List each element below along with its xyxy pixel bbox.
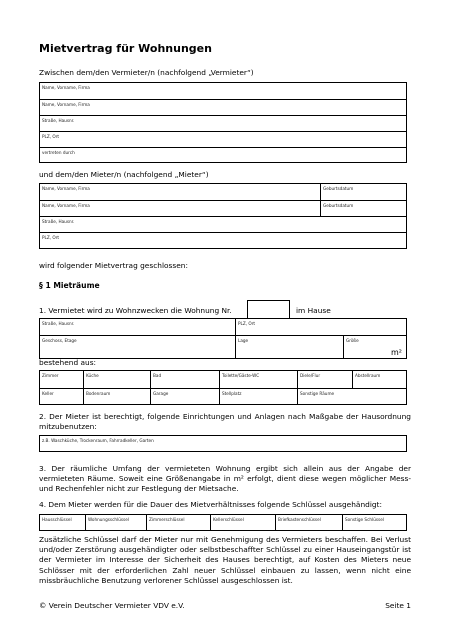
landlord-field-name-1[interactable]: Name, Vorname, Firma — [42, 85, 90, 90]
landlord-intro: Zwischen dem/den Vermieter/n (nachfolgend „Vermieter“) — [39, 68, 254, 77]
landlord-field-representative[interactable]: vertreten durch — [40, 147, 406, 163]
footer-page-number: Seite 1 — [385, 601, 411, 610]
address-table — [39, 318, 407, 359]
item-1-prefix: 1. Vermietet wird zu Wohnzwecken die Wohnung Nr. — [39, 306, 232, 315]
property-field-location[interactable]: Lage — [235, 336, 343, 359]
apartment-number-input[interactable] — [247, 300, 290, 319]
tenant-field-name-2[interactable]: Name, Vorname, Firma — [42, 203, 90, 208]
landlord-field-street[interactable]: Straße, Hausnr. — [40, 115, 406, 131]
room-field-garage[interactable]: Garage — [150, 389, 219, 405]
landlord-table — [39, 82, 407, 163]
tenant-field-dob-2[interactable]: Geburtsdatum — [320, 201, 406, 216]
item-2-text: 2. Der Mieter ist berechtigt, folgende Einrichtungen und Anlagen nach Maßgabe der Hausordnung mitzubenutzen: — [39, 412, 411, 432]
keys-table — [39, 514, 407, 531]
room-field-parking[interactable]: Stellplatz — [219, 389, 297, 405]
landlord-field-name-2[interactable]: Name, Vorname, Firma — [40, 99, 406, 115]
shared-facilities-input[interactable]: z.B. Waschküche, Trockenraum, Fahrradkeller, Garten — [39, 435, 407, 452]
size-unit: m² — [391, 348, 402, 357]
room-field-storage[interactable]: Abstellraum — [352, 371, 406, 388]
key-field-cellar[interactable]: Kellerschlüssel — [210, 515, 275, 530]
consisting-of-label: bestehend aus: — [39, 358, 97, 367]
property-field-street[interactable]: Straße, Hausnr. — [42, 321, 75, 326]
landlord-field-city[interactable]: PLZ, Ort — [40, 131, 406, 147]
room-field-bath[interactable]: Bad — [150, 371, 219, 388]
key-field-other[interactable]: Sonstige Schlüssel — [342, 515, 406, 530]
tenant-field-city[interactable]: PLZ, Ort — [40, 232, 406, 249]
room-field-rooms[interactable]: Zimmer — [42, 373, 59, 378]
rooms-table — [39, 370, 407, 405]
tenant-field-street[interactable]: Straße, Hausnr. — [40, 216, 406, 232]
property-field-floor[interactable]: Geschoss, Etage — [42, 338, 77, 343]
key-field-mailbox[interactable]: Briefkastenschlüssel — [275, 515, 342, 530]
item-4-text: 4. Dem Mieter werden für die Dauer des Mietverhältnisses folgende Schlüssel ausgehändigt: — [39, 500, 382, 509]
room-field-cellar[interactable]: Keller — [42, 391, 54, 396]
room-field-other[interactable]: Sonstige Räume — [297, 389, 406, 405]
tenant-field-name-1[interactable]: Name, Vorname, Firma — [42, 186, 90, 191]
tenant-table — [39, 183, 407, 249]
tenant-field-dob-1[interactable]: Geburtsdatum — [320, 184, 406, 200]
item-1-suffix: im Hause — [296, 306, 331, 315]
room-field-kitchen[interactable]: Küche — [83, 371, 150, 388]
room-field-toilet[interactable]: Toilette/Gäste-WC — [219, 371, 297, 388]
key-field-apartment[interactable]: Wohnungsschlüssel — [85, 515, 146, 530]
property-field-size[interactable]: Größe m² — [343, 336, 406, 359]
key-field-house[interactable]: Hausschlüssel — [42, 517, 72, 522]
room-field-attic[interactable]: Bodenraum — [83, 389, 150, 405]
section-1-title: § 1 Mieträume — [39, 281, 100, 290]
tenant-intro: und dem/den Mieter/n (nachfolgend „Mieter“) — [39, 170, 209, 179]
keys-paragraph: Zusätzliche Schlüssel darf der Mieter nur mit Genehmigung des Vermieters beschaffen. Bei Verlust und/oder Zerstörung ausgehändigter oder selbstbeschaffter Schlüssel zu einer Hauseingangstür ist der Vermieter im Interesse der Sicherheit des Hauses berechtigt, auf Kosten des Mieters neue Schlösser mit der erforderlichen Zahl neuer Schlüssel einbauen zu lassen, wenn nicht eine missbräuchliche Benutzung verlorener Schlüssel ausgeschlossen ist. — [39, 535, 411, 585]
footer-copyright: © Verein Deutscher Vermieter VDV e.V. — [39, 601, 185, 610]
key-field-room[interactable]: Zimmerschlüssel — [146, 515, 210, 530]
property-field-city[interactable]: PLZ, Ort — [235, 319, 406, 335]
contract-concluded-text: wird folgender Mietvertrag geschlossen: — [39, 261, 188, 270]
document-title: Mietvertrag für Wohnungen — [39, 42, 212, 55]
room-field-hallway[interactable]: Diele/Flur — [297, 371, 352, 388]
item-3-text: 3. Der räumliche Umfang der vermieteten Wohnung ergibt sich allein aus der Angabe der vermieteten Räume. Soweit eine Größenangabe in m² erfolgt, dient diese wegen möglicher Mess- und Rechenfehler nicht zur Festlegung der Mietsache. — [39, 464, 411, 494]
